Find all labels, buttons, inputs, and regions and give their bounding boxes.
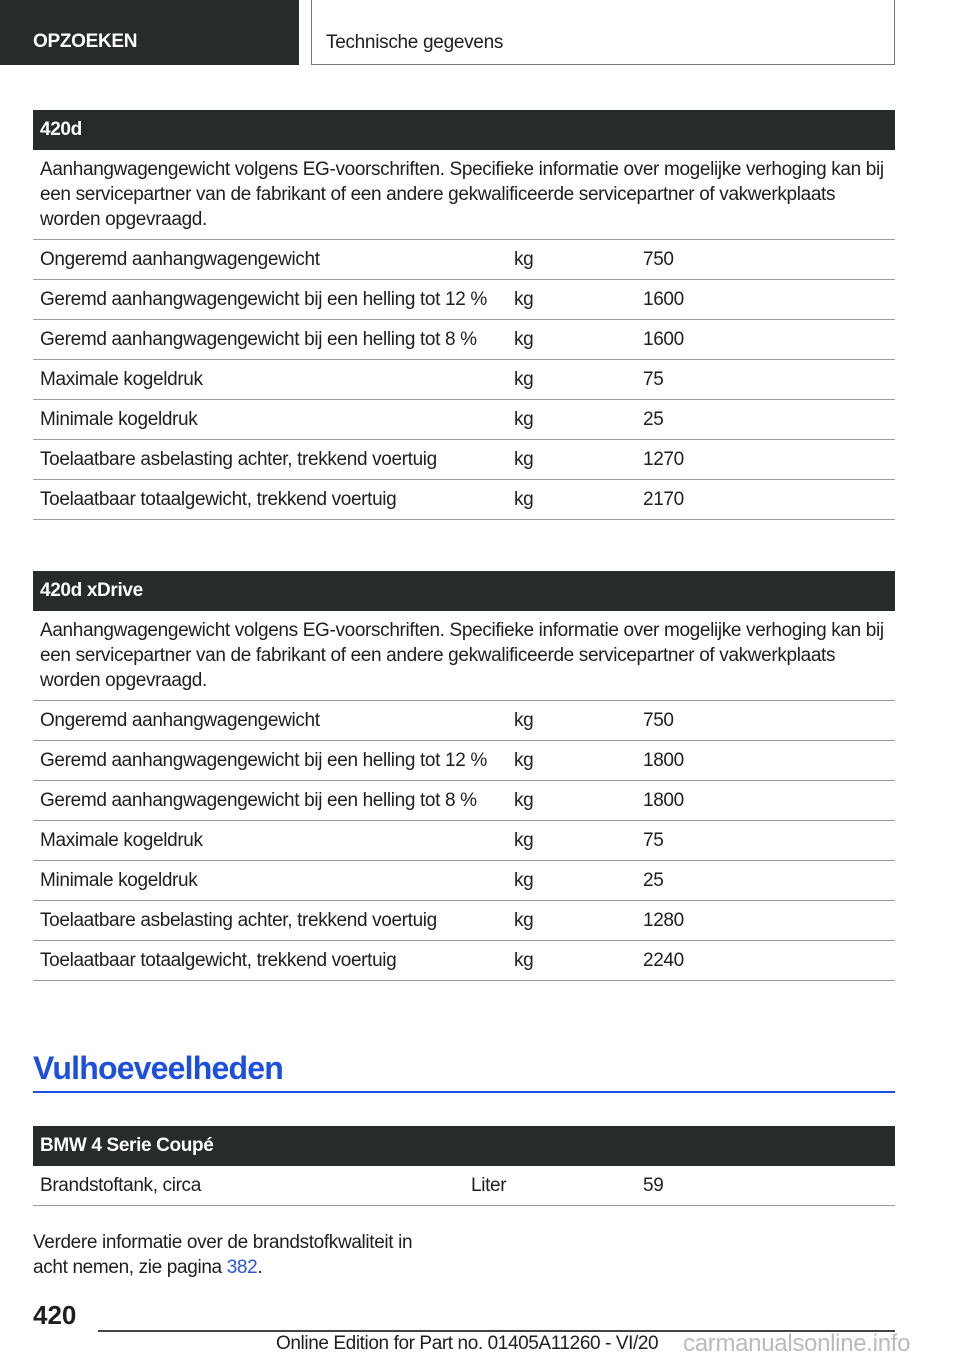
watermark: carmanualsonline.info — [683, 1330, 911, 1357]
note-text — [33, 1230, 412, 1280]
row-unit: kg — [514, 449, 534, 470]
table-row — [33, 240, 895, 280]
table-row — [33, 440, 895, 480]
edition-text: Online Edition for Part no. 01405A11260 - VI/20 — [276, 1333, 659, 1354]
row-value: 1600 — [643, 329, 684, 350]
note-line2: acht nemen, zie pagina — [33, 1257, 227, 1278]
table-420d-xdrive — [33, 571, 895, 981]
table-row — [33, 320, 895, 360]
table-row — [33, 480, 895, 520]
row-unit: kg — [514, 289, 534, 310]
row-value: 59 — [643, 1175, 664, 1196]
row-value: 1800 — [643, 790, 684, 811]
row-unit: kg — [514, 950, 534, 971]
row-unit: Liter — [471, 1175, 507, 1196]
table-row — [33, 360, 895, 400]
row-label: Ongeremd aanhangwagengewicht — [40, 249, 320, 270]
row-label: Toelaatbaar totaalgewicht, trekkend voertuig — [40, 950, 397, 971]
row-label: Toelaatbare asbelasting achter, trekkend voertuig — [40, 910, 437, 931]
row-value: 750 — [643, 249, 674, 270]
page-link[interactable]: 382 — [226, 1257, 258, 1278]
row-unit: kg — [514, 790, 534, 811]
table-fill-quantities — [33, 1126, 895, 1206]
row-unit: kg — [514, 910, 534, 931]
row-value: 75 — [643, 830, 664, 851]
row-value: 75 — [643, 369, 664, 390]
row-label: Geremd aanhangwagengewicht bij een helling tot 12 % — [40, 750, 487, 771]
table-title: BMW 4 Serie Coupé — [33, 1126, 895, 1166]
table-title: 420d xDrive — [33, 571, 895, 611]
table-row — [33, 400, 895, 440]
row-label: Ongeremd aanhangwagengewicht — [40, 710, 320, 731]
row-value: 1270 — [643, 449, 684, 470]
row-value: 1600 — [643, 289, 684, 310]
row-label: Brandstoftank, circa — [40, 1175, 201, 1196]
table-row — [33, 861, 895, 901]
table-title: 420d — [33, 110, 895, 150]
row-value: 2170 — [643, 489, 684, 510]
row-label: Maximale kogeldruk — [40, 830, 203, 851]
table-description: Aanhangwagengewicht volgens EG-voorschriften. Specifieke informatie over mogelijke verhoging kan bij een servicepartner van de fabrikant of een andere gekwalificeerde servicepartner of vakwerkplaats worden opgevraagd. — [33, 611, 895, 701]
section-tab[interactable]: OPZOEKEN — [0, 0, 299, 65]
table-row — [33, 821, 895, 861]
table-row — [33, 901, 895, 941]
table-description: Aanhangwagengewicht volgens EG-voorschriften. Specifieke informatie over mogelijke verhoging kan bij een servicepartner van de fabrikant of een andere gekwalificeerde servicepartner of vakwerkplaats worden opgevraagd. — [33, 150, 895, 240]
section-heading: Vulhoeveelheden — [33, 1050, 895, 1093]
row-value: 2240 — [643, 950, 684, 971]
table-420d — [33, 110, 895, 520]
row-unit: kg — [514, 489, 534, 510]
row-label: Minimale kogeldruk — [40, 409, 198, 430]
row-label: Geremd aanhangwagengewicht bij een helling tot 8 % — [40, 329, 477, 350]
row-value: 1280 — [643, 910, 684, 931]
row-unit: kg — [514, 369, 534, 390]
table-row — [33, 781, 895, 821]
row-label: Toelaatbaar totaalgewicht, trekkend voertuig — [40, 489, 397, 510]
row-label: Geremd aanhangwagengewicht bij een helling tot 12 % — [40, 289, 487, 310]
page-number: 420 — [33, 1300, 77, 1330]
row-label: Geremd aanhangwagengewicht bij een helling tot 8 % — [40, 790, 477, 811]
row-value: 750 — [643, 710, 674, 731]
row-unit: kg — [514, 870, 534, 891]
row-unit: kg — [514, 329, 534, 350]
table-row — [33, 1166, 895, 1206]
row-label: Minimale kogeldruk — [40, 870, 198, 891]
row-value: 25 — [643, 409, 664, 430]
table-row — [33, 701, 895, 741]
table-row — [33, 941, 895, 981]
row-unit: kg — [514, 750, 534, 771]
row-label: Toelaatbare asbelasting achter, trekkend voertuig — [40, 449, 437, 470]
row-value: 25 — [643, 870, 664, 891]
row-unit: kg — [514, 249, 534, 270]
row-unit: kg — [514, 710, 534, 731]
row-unit: kg — [514, 830, 534, 851]
table-row — [33, 280, 895, 320]
row-unit: kg — [514, 409, 534, 430]
table-row — [33, 741, 895, 781]
row-value: 1800 — [643, 750, 684, 771]
note-line1: Verdere informatie over de brandstofkwaliteit in — [33, 1232, 413, 1253]
page-title: Technische gegevens — [311, 0, 895, 65]
row-label: Maximale kogeldruk — [40, 369, 203, 390]
note-end: . — [257, 1257, 263, 1278]
